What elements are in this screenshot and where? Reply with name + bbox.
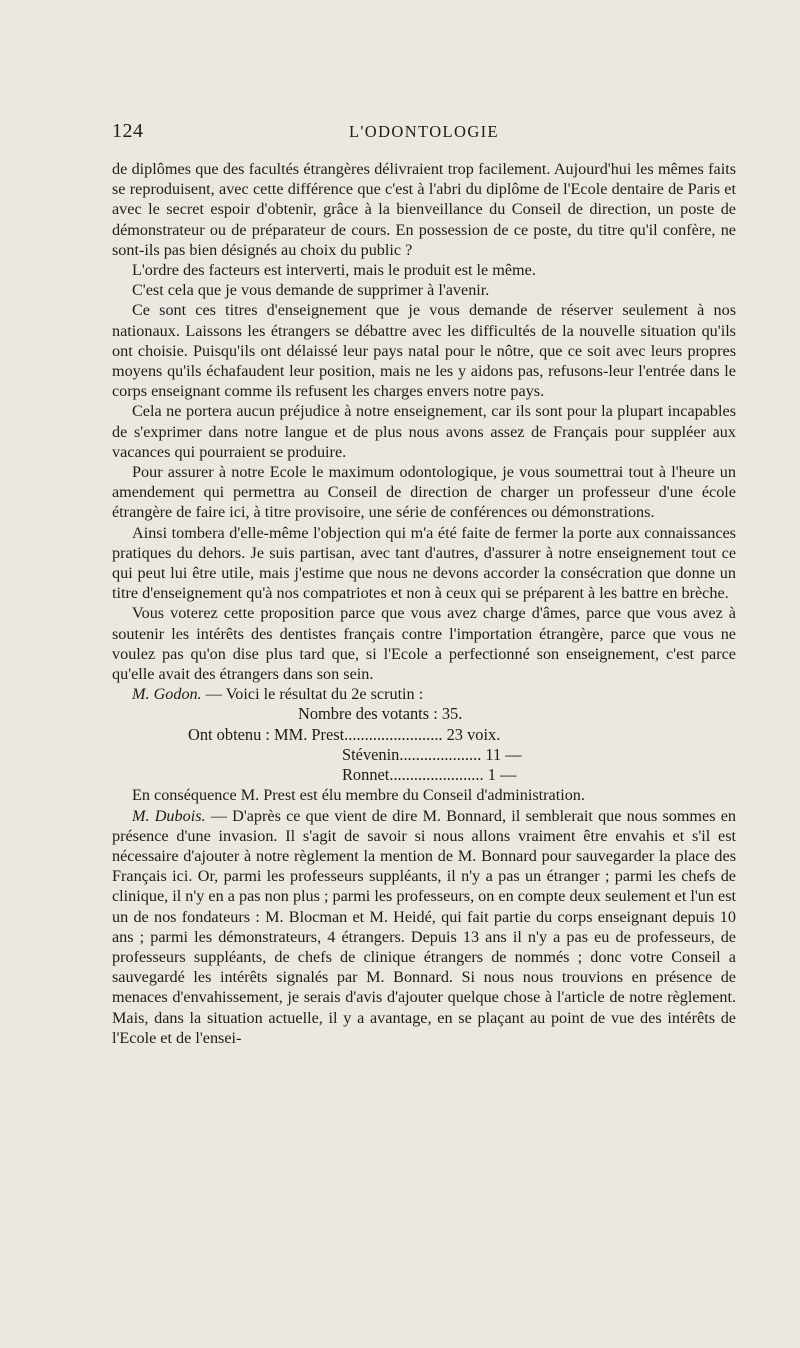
- paragraph-5: Cela ne portera aucun préjudice à notre enseignement, car ils sont pour la plupart incapables de s'exprimer dans notre langue et de plus nous avons assez de Français pour suppléer aux vacances qui pourraient se produire.: [112, 402, 736, 461]
- vote-count: Nombre des votants : 35.: [298, 704, 463, 724]
- page-header: [112, 120, 736, 144]
- godon-statement: [112, 684, 736, 704]
- paragraph-7: Ainsi tombera d'elle-même l'objection qui m'a été faite de fermer la porte aux connaissances pratiques du dehors. Je suis partisan, avec tant d'autres, d'assurer à notre enseignement tout ce qui peut lui être utile, mais j'estime que nous ne devons accorder la consécration que donne un titre d'enseignement qu'à nos compatriotes et non à ceux qui se préparent à les battre en brèche.: [112, 523, 736, 603]
- speaker-name: M. Dubois.: [132, 806, 206, 825]
- paragraph-6: Pour assurer à notre Ecole le maximum odontologique, je vous soumettrai tout à l'heure un amendement qui permettra au Conseil de direction de charger un professeur d'une école étrangère de faire ici, à titre provisoire, une série de conférences ou démonstrations.: [112, 463, 736, 522]
- paragraph-2: L'ordre des facteurs est interverti, mais le produit est le même.: [132, 261, 536, 280]
- vote-row: Ronnet....................... 1 —: [342, 765, 517, 785]
- running-title: L'ODONTOLOGIE: [348, 122, 500, 141]
- speaker-name: M. Godon.: [132, 685, 202, 704]
- vote-row: Ont obtenu : MM. Prest........................ 23 voix.: [188, 724, 501, 744]
- statement-text: — D'après ce que vient de dire M. Bonnard, il semblerait que nous sommes en présence d'une invasion. Il s'agit de savoir si nous allons vraiment être envahis et s'il est nécessaire d'ajouter à notre règlement la mention de M. Bonnard pour sauvegarder la place des Français ici. Or, parmi les professeurs suppléants, il n'y a pas un étranger ; parmi les chefs de clinique, il n'y en a pas non plus ; parmi les professeurs, on en compte deux seulement et l'un est un de nos fondateurs : M. Blocman et M. Heidé, qui fait partie du corps enseignant depuis 10 ans ; parmi les démonstrateurs, 4 étrangers. Depuis 13 ans il n'y a pas eu de professeurs, de professeurs suppléants, de chefs de clinique étrangers de nommés ; donc votre Conseil a sauvegardé les intérêts signalés par M. Bonnard. Si nous nous trouvions en présence de menaces d'envahissement, je serais d'avis d'ajouter quelque chose à l'article de notre règlement. Mais, dans la situation actuelle, il y a avantage, en se plaçant au point de vue des intérêts de l'Ecole et de l'ensei-: [112, 806, 736, 1047]
- paragraph-4: Ce sont ces titres d'enseignement que je vous demande de réserver seulement à nos nationaux. Laissons les étrangers se débattre avec les difficultés de la nouvelle situation qu'ils ont choisie. Puisqu'ils ont délaissé leur pays natal pour le nôtre, que ce soit avec leurs propres moyens qu'ils échafaudent leur position, mais ne les y aidons pas, refusons-leur l'entrée dans le corps enseignant comme ils refusent les charges envers notre pays.: [112, 301, 736, 401]
- election-result: En conséquence M. Prest est élu membre du Conseil d'administration.: [132, 786, 585, 805]
- body-text: [112, 159, 736, 1048]
- paragraph-8: Vous voterez cette proposition parce que vous avez charge d'âmes, parce que vous avez à soutenir les intérêts des dentistes français contre l'importation étrangère, parce que vous ne voulez pas qu'on dise plus tard que, si l'Ecole a perfectionné son enseignement, c'est parce qu'elle avait des étrangers dans son sein.: [112, 604, 736, 684]
- vote-results: [112, 704, 736, 785]
- vote-row: Stévenin.................... 11 —: [342, 744, 522, 764]
- page-number: 124: [112, 120, 144, 142]
- paragraph-3: C'est cela que je vous demande de supprimer à l'avenir.: [132, 281, 490, 300]
- statement-text: — Voici le résultat du 2e scrutin :: [201, 685, 424, 704]
- dubois-statement: [112, 806, 736, 1048]
- paragraph-1: de diplômes que des facultés étrangères délivraient trop facilement. Aujourd'hui les mêmes faits se reproduisent, avec cette différence que c'est à l'abri du diplôme de l'Ecole dentaire de Paris et avec le secret espoir d'obtenir, grâce à la bienveillance du Conseil de direction, un poste de démonstrateur ou de préparateur de cours. En possession de ce poste, du titre qu'il confère, ne sont-ils pas bien désignés au choix du public ?: [112, 160, 736, 259]
